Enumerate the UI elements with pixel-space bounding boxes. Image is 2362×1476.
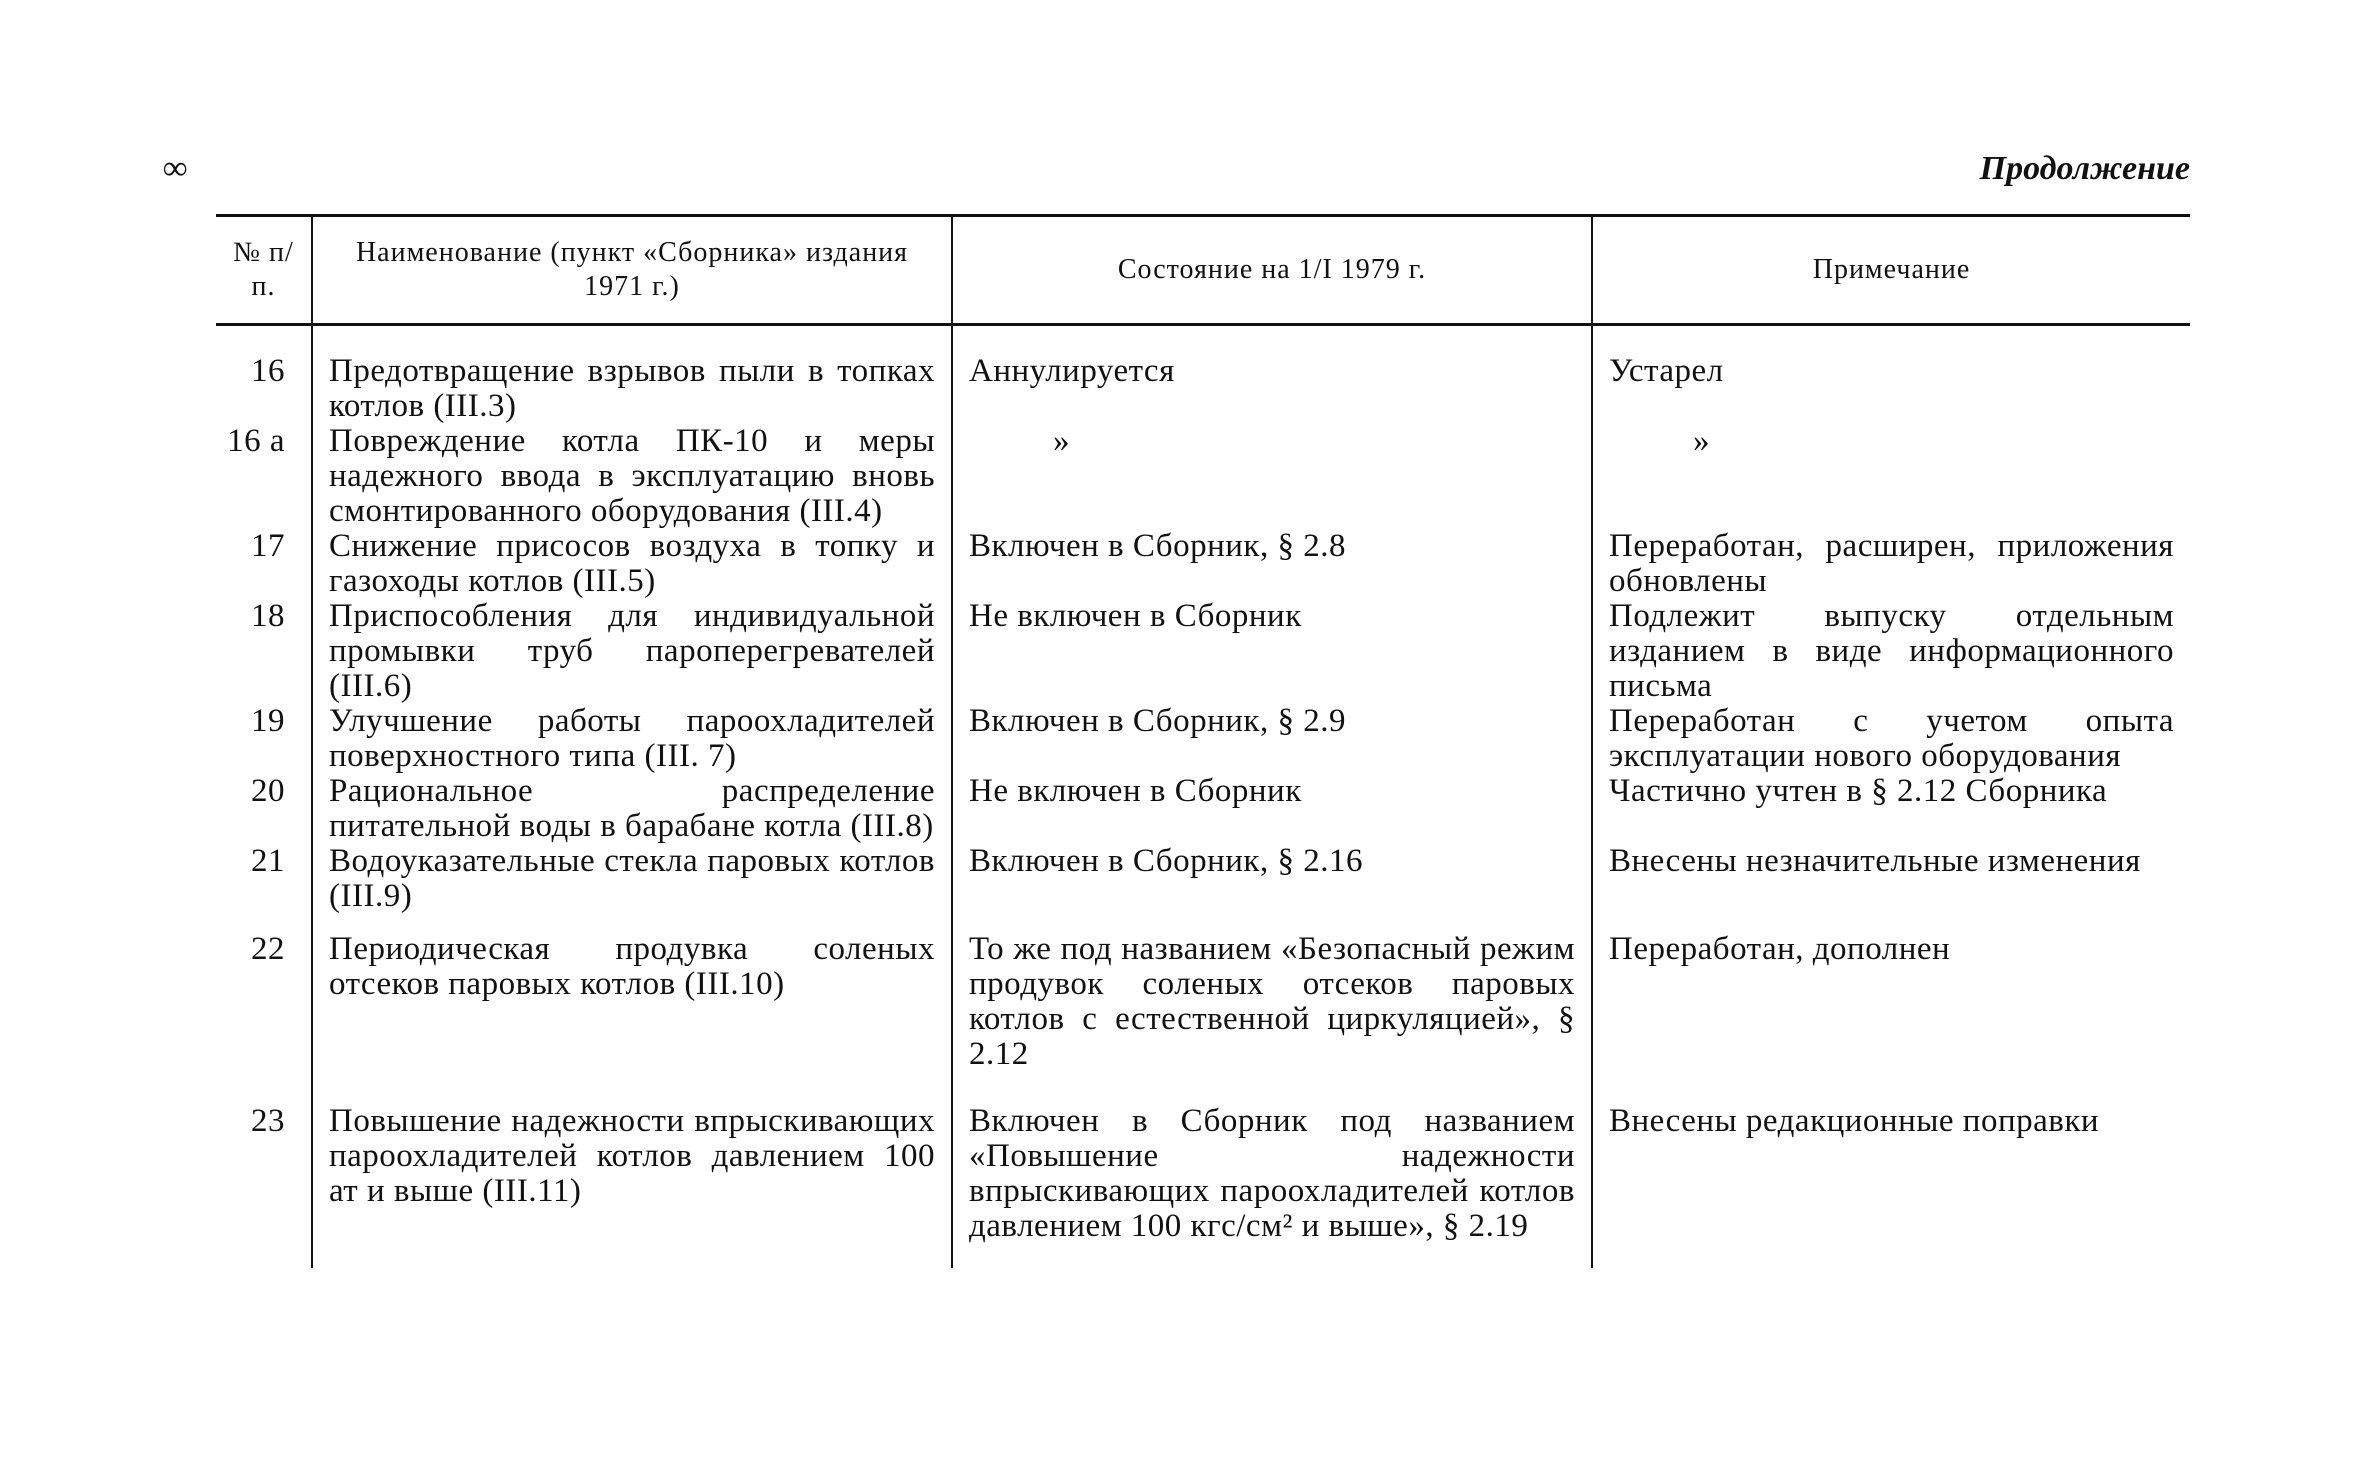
row-state: То же под названием «Безопасный режим продувок соленых отсеков паровых котлов с естественной циркуляцией», § 2.12 [952, 932, 1592, 1090]
table-row [216, 1090, 2190, 1268]
status-table [216, 214, 2190, 1268]
row-num: 22 [251, 931, 285, 967]
row-name: Водоуказательные стекла паровых котлов (III.9) [312, 844, 952, 932]
row-name: Рациональное распределение питательной воды в барабане котла (III.8) [312, 774, 952, 844]
header-num: № п/п. [216, 216, 312, 325]
row-name: Улучшение работы пароохладителей поверхностного типа (III. 7) [312, 704, 952, 774]
row-state: Не включен в Сборник [952, 599, 1592, 704]
header-note: Примечание [1592, 216, 2190, 325]
row-state: Включен в Сборник под названием «Повышение надежности впрыскивающих пароохладителей котлов давлением 100 кгс/см² и выше», § 2.19 [952, 1090, 1592, 1268]
table-row [216, 599, 2190, 704]
table-row [216, 325, 2190, 425]
row-note: Переработан, дополнен [1592, 932, 2190, 1090]
table-row [216, 704, 2190, 774]
row-state: » [952, 424, 1592, 529]
row-note: Внесены незначительные изменения [1592, 844, 2190, 932]
row-num: 20 [251, 773, 285, 809]
row-name: Предотвращение взрывов пыли в топках котлов (III.3) [312, 325, 952, 425]
row-num: 21 [251, 843, 285, 879]
row-num: 19 [251, 703, 285, 739]
row-num: 16 [251, 353, 285, 389]
table-row [216, 424, 2190, 529]
row-state: Включен в Сборник, § 2.8 [952, 529, 1592, 599]
row-state: Аннулируется [952, 325, 1592, 425]
row-state: Включен в Сборник, § 2.9 [952, 704, 1592, 774]
table-row [216, 529, 2190, 599]
row-num: 18 [251, 598, 285, 634]
row-name: Приспособления для индивидуальной промывки труб пароперегревателей (III.6) [312, 599, 952, 704]
continuation-label: Продолжение [1979, 150, 2190, 187]
row-note: Переработан, расширен, приложения обновлены [1592, 529, 2190, 599]
row-num: 23 [251, 1103, 285, 1139]
page-number: ∞ [163, 150, 188, 187]
row-note: Внесены редакционные поправки [1592, 1090, 2190, 1268]
header-name: Наименование (пункт «Сборника» издания 1971 г.) [312, 216, 952, 325]
row-num: 17 [251, 528, 285, 564]
row-note: Устарел [1592, 325, 2190, 425]
row-note: » [1592, 424, 2190, 529]
row-name: Повреждение котла ПК-10 и меры надежного ввода в эксплуатацию вновь смонтированного оборудования (III.4) [312, 424, 952, 529]
row-name: Повышение надежности впрыскивающих пароохладителей котлов давлением 100 ат и выше (III.11) [312, 1090, 952, 1268]
row-state: Включен в Сборник, § 2.16 [952, 844, 1592, 932]
row-note: Частично учтен в § 2.12 Сборника [1592, 774, 2190, 844]
header-state: Состояние на 1/I 1979 г. [952, 216, 1592, 325]
row-name: Снижение присосов воздуха в топку и газоходы котлов (III.5) [312, 529, 952, 599]
row-name: Периодическая продувка соленых отсеков паровых котлов (III.10) [312, 932, 952, 1090]
row-state: Не включен в Сборник [952, 774, 1592, 844]
row-num: 16 а [227, 423, 285, 459]
table-row [216, 774, 2190, 844]
table-header-row [216, 216, 2190, 325]
table-row [216, 932, 2190, 1090]
row-note: Переработан с учетом опыта эксплуатации нового оборудования [1592, 704, 2190, 774]
table-row [216, 844, 2190, 932]
row-note: Подлежит выпуску отдельным изданием в виде информационного письма [1592, 599, 2190, 704]
